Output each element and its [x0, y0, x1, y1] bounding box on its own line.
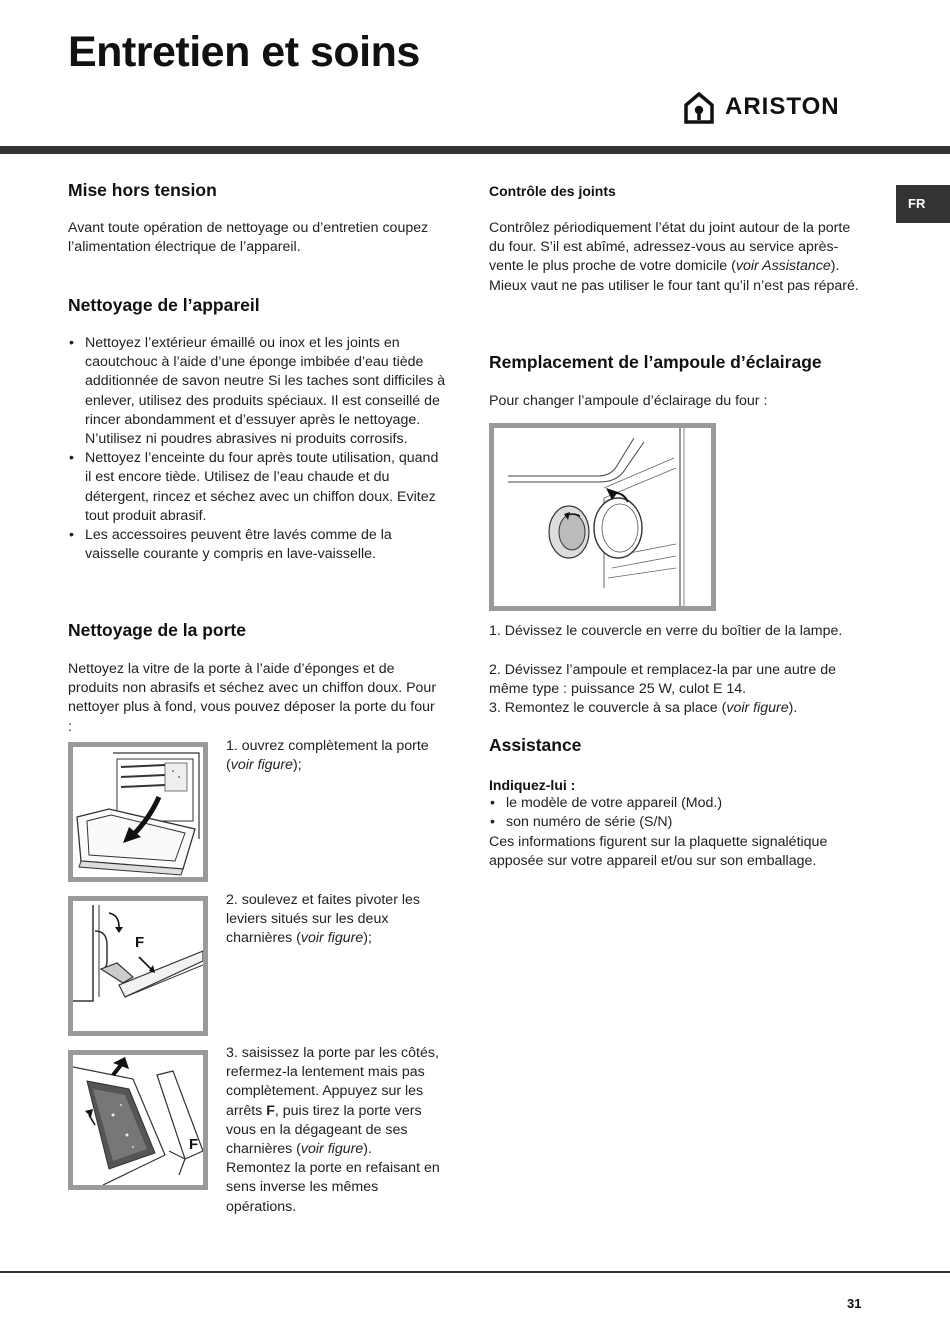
figure-lamp — [489, 423, 716, 611]
figure-hinge-levers — [68, 896, 208, 1036]
step-1: 1. ouvrez complètement la porte (voir figure); — [226, 738, 429, 774]
text-mise-hors-tension: Avant toute opération de nettoyage ou d’entretien coupez l’alimentation électrique de l’appareil. — [68, 220, 429, 256]
footer-divider — [0, 1271, 950, 1273]
remove-door-illustration — [73, 1055, 203, 1185]
language-tab: FR — [896, 185, 950, 223]
list-item: • le modèle de votre appareil (Mod.) — [489, 794, 869, 813]
subheading-indiquez: Indiquez-lui : — [489, 777, 576, 793]
label-f: F — [189, 1136, 199, 1153]
heading-nettoyage-appareil: Nettoyage de l’appareil — [68, 295, 260, 315]
lamp-step-3: 3. Remontez le couvercle à sa place (voir figure). — [489, 700, 798, 716]
heading-remplacement-ampoule: Remplacement de l’ampoule d’éclairage — [489, 352, 822, 372]
figure-remove-door — [68, 1050, 208, 1190]
text-assistance: Ces informations figurent sur la plaquette signalétique apposée sur votre appareil et/ou sur son emballage. — [489, 834, 828, 870]
list-nettoyage-appareil — [68, 334, 446, 564]
oven-open-door-illustration — [73, 747, 203, 877]
ariston-house-icon — [683, 92, 715, 124]
heading-mise-hors-tension: Mise hors tension — [68, 180, 217, 200]
list-item: • Les accessoires peuvent être lavés comme de la vaisselle courante y compris en lave-vaisselle. — [68, 526, 446, 564]
text-controle-joints: Contrôlez périodiquement l’état du joint autour de la porte du four. S’il est abîmé, adressez-vous au service après-vente le plus proche de votre domicile (voir Assistance). Mieux vaut ne pas utiliser le four tant qu’il n’est pas réparé. — [489, 220, 859, 294]
text-remplacement-intro: Pour changer l’ampoule d’éclairage du four : — [489, 393, 768, 409]
list-item: • Nettoyez l’extérieur émaillé ou inox et les joints en caoutchouc à l’aide d’une éponge imbibée d’eau tiède additionnée de savon neutre Si les taches sont difficiles à enlever, utilisez des produits spéciaux. Il est conseillé de rincer abondamment et d’essuyer après le nettoyage. N’utilisez ni poudres abrasives ni produits corrosifs. — [68, 334, 446, 449]
step-3: 3. saisissez la porte par les côtés, refermez-la lentement mais pas complètement. Appuyez sur les arrêts F, puis tirez la porte vers vous en la dégageant de ses charnières (voir figure). Remontez la porte en refaisant en sens inverse les mêmes opérations. — [226, 1045, 440, 1215]
page-number: 31 — [847, 1296, 862, 1311]
heading-controle-joints: Contrôle des joints — [489, 183, 616, 199]
list-item: • Nettoyez l’enceinte du four après toute utilisation, quand il est encore tiède. Utilisez de l’eau chaude et du détergent, rincez et séchez avec un chiffon doux. Evitez tout produit abrasif. — [68, 449, 446, 526]
figure-open-door — [68, 742, 208, 882]
brand-name: ARISTON — [725, 93, 840, 120]
lamp-step-2: 2. Dévissez l’ampoule et remplacez-la par une autre de même type : puissance 25 W, culot E 14. — [489, 662, 836, 698]
label-f: F — [135, 934, 145, 951]
heading-assistance: Assistance — [489, 735, 582, 755]
page-title: Entretien et soins — [68, 28, 420, 76]
oven-lamp-illustration — [494, 428, 711, 606]
hinge-lever-illustration — [73, 901, 203, 1031]
text-nettoyage-porte: Nettoyez la vitre de la porte à l’aide d’éponges et de produits non abrasifs et séchez avec un chiffon doux. Pour nettoyer plus à fond, vous pouvez déposer la porte du four : — [68, 661, 437, 735]
step-2: 2. soulevez et faites pivoter les leviers situés sur les deux charnières (voir figure); — [226, 892, 420, 947]
heading-nettoyage-porte: Nettoyage de la porte — [68, 620, 246, 640]
header-divider — [0, 146, 950, 154]
list-item: • son numéro de série (S/N) — [489, 813, 869, 832]
brand-logo — [683, 92, 868, 124]
list-assistance — [489, 794, 869, 832]
lamp-step-1: 1. Dévissez le couvercle en verre du boîtier de la lampe. — [489, 623, 843, 639]
